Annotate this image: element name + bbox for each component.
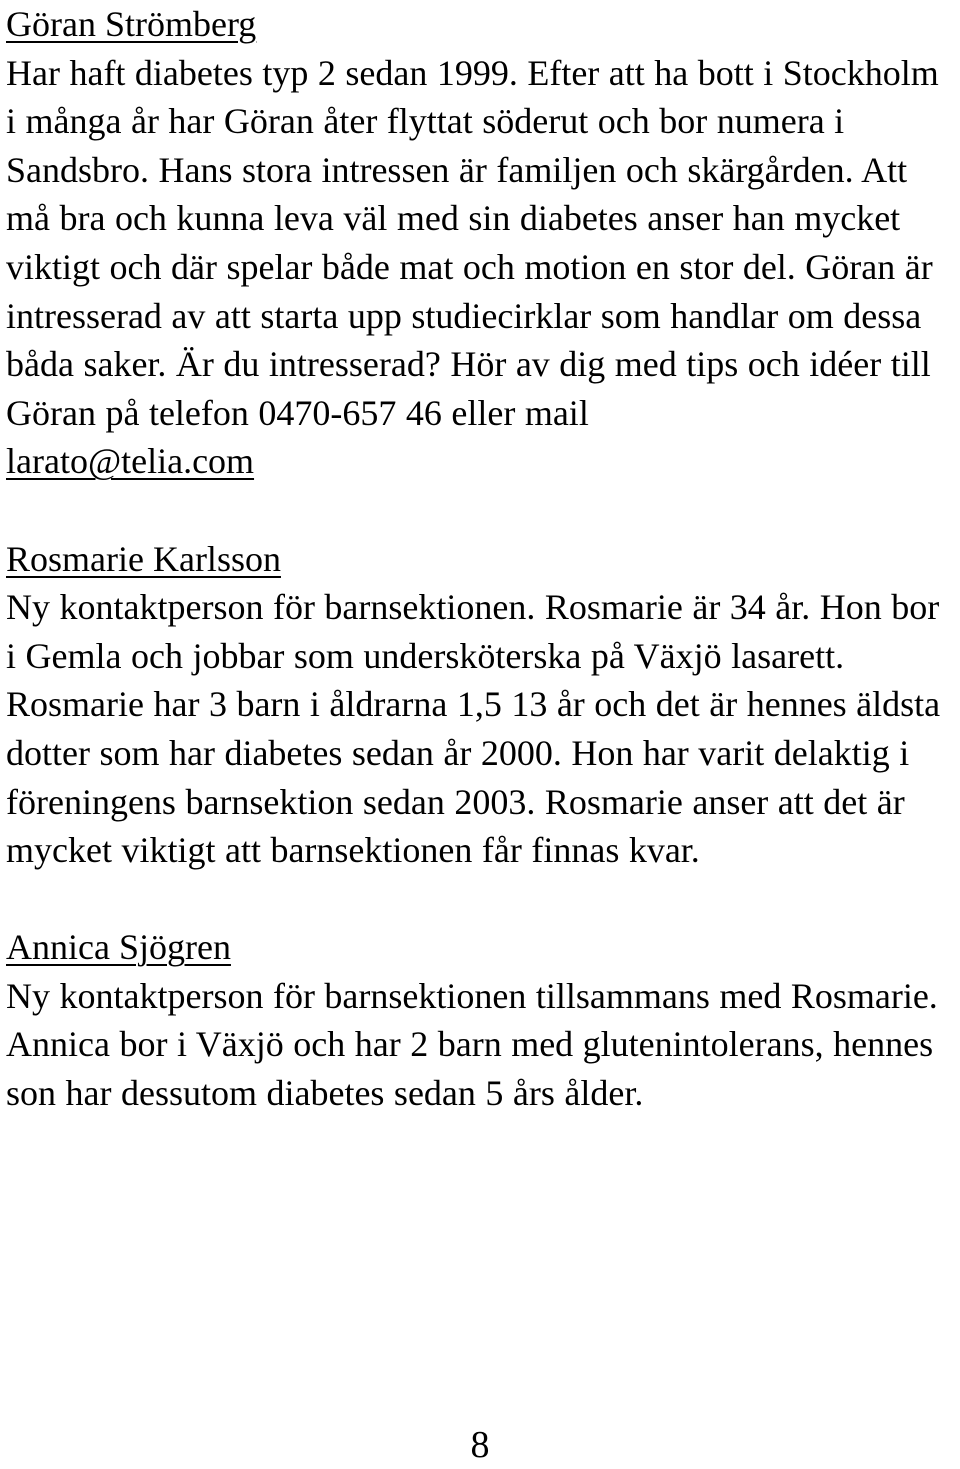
profile-name: Göran Strömberg: [6, 4, 257, 44]
profile-description: [6, 49, 958, 486]
profile-text: Har haft diabetes typ 2 sedan 1999. Efter att ha bott i Stockholm i många år har Göran åter flyttat söderut och bor numera i Sandsbro. Hans stora intressen är familjen och skärgården. Att må bra och kunna leva väl med sin diabetes anser han mycket viktigt och där spelar både mat och motion en stor del. Göran är intresserad av att starta upp studiecirklar som handlar om dessa båda saker. Är du intresserad? Hör av dig med tips och idéer till Göran på telefon 0470-657 46 eller mail: [6, 52, 939, 433]
profile-name: Annica Sjögren: [6, 927, 231, 968]
profile-description: Ny kontaktperson för barnsektionen. Rosmarie är 34 år. Hon bor i Gemla och jobbar som undersköterska på Växjö lasarett. Rosmarie har 3 barn i åldrarna 1,5 13 år och det är hennes äldsta dotter som har diabetes sedan år 2000. Hon har varit delaktig i föreningens barnsektion sedan 2003. Rosmarie anser att det är mycket viktigt att barnsektionen får finnas kvar.: [6, 587, 941, 871]
profile-goran-stromberg: [6, 0, 958, 486]
document-page: [6, 0, 958, 1118]
profile-rosmarie-karlsson: [6, 535, 958, 875]
profile-name: Rosmarie Karlsson: [6, 538, 281, 579]
page-number: 8: [470, 1424, 490, 1466]
profile-description: Ny kontaktperson för barnsektionen tillsammans med Rosmarie. Annica bor i Växjö och har 2 barn med glutenintolerans, hennes son har dessutom diabetes sedan 5 års ålder.: [6, 975, 938, 1114]
profile-annica-sjogren: [6, 923, 958, 1117]
email-link[interactable]: larato@telia.com: [6, 441, 255, 482]
